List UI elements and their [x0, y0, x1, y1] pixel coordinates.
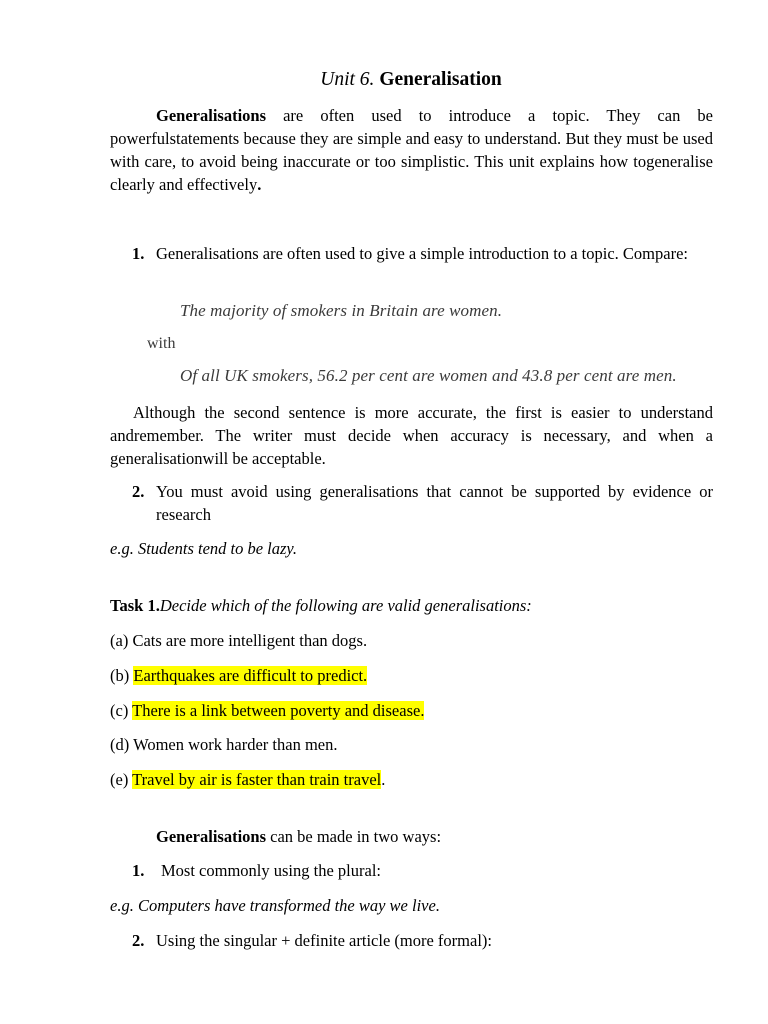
point-number: 1.	[132, 244, 145, 263]
task-item-b	[110, 664, 367, 687]
item-prefix: (b)	[110, 666, 134, 685]
item-text: Women work harder than men.	[133, 735, 338, 754]
way-1	[132, 859, 713, 882]
point-text: Using the singular + definite article (more formal):	[156, 931, 492, 950]
item-prefix: (c)	[110, 701, 133, 720]
ways-text: can be made in two ways:	[266, 827, 442, 846]
point-number: 1.	[132, 861, 145, 880]
unit-number: Unit 6.	[320, 69, 375, 90]
example-sentence-general: The majority of smokers in Britain are women.	[180, 301, 503, 320]
unit-title: Generalisation	[374, 69, 502, 90]
task-item-d	[110, 733, 337, 756]
intro-end: .	[257, 175, 262, 194]
with-connector: with	[147, 335, 176, 352]
item-text: Cats are more intelligent than dogs.	[132, 631, 368, 650]
task-item-a	[110, 629, 367, 652]
task-item-c	[110, 699, 424, 722]
numbered-point-1	[132, 242, 713, 265]
ways-intro	[156, 825, 441, 848]
numbered-point-2	[132, 480, 713, 526]
item-text-highlighted: Travel by air is faster than train travel	[132, 770, 382, 789]
item-prefix: (d)	[110, 735, 134, 754]
task-label: Task 1.	[110, 596, 160, 615]
intro-text: are often used to introduce a topic. They can be powerfulstatements because they are simple and easy to understand. But they must be used with care, to avoid being inaccurate or too simplistic. This unit explains how togeneralise clearly and effectively	[110, 106, 713, 194]
item-text-highlighted: There is a link between poverty and disease.	[132, 701, 425, 720]
intro-keyword: Generalisations	[156, 106, 266, 125]
page-title	[0, 68, 768, 91]
accuracy-paragraph: Although the second sentence is more accurate, the first is easier to understand andremember. The writer must decide when accuracy is necessary, and when a generalisationwill be acceptable.	[110, 403, 713, 468]
task-instruction: Decide which of the following are valid generalisations:	[159, 596, 532, 615]
item-text-highlighted: Earthquakes are difficult to predict.	[133, 666, 368, 685]
item-prefix: (a)	[110, 631, 133, 650]
example-computers: e.g. Computers have transformed the way we live.	[110, 896, 440, 915]
item-prefix: (e)	[110, 770, 133, 789]
point-text: Generalisations are often used to give a simple introduction to a topic. Compare:	[156, 244, 688, 263]
point-text: Most commonly using the plural:	[161, 861, 381, 880]
way-2	[132, 929, 713, 952]
point-number: 2.	[132, 931, 145, 950]
example-sentence-accurate: Of all UK smokers, 56.2 per cent are women and 43.8 per cent are men.	[180, 366, 677, 385]
task-heading	[110, 594, 532, 617]
intro-paragraph	[110, 104, 713, 196]
point-number: 2.	[132, 482, 145, 501]
item-suffix: .	[381, 770, 386, 789]
ways-keyword: Generalisations	[156, 827, 266, 846]
task-item-e	[110, 768, 385, 791]
example-students: e.g. Students tend to be lazy.	[110, 539, 297, 558]
point-text: You must avoid using generalisations that cannot be supported by evidence or research	[156, 482, 713, 524]
